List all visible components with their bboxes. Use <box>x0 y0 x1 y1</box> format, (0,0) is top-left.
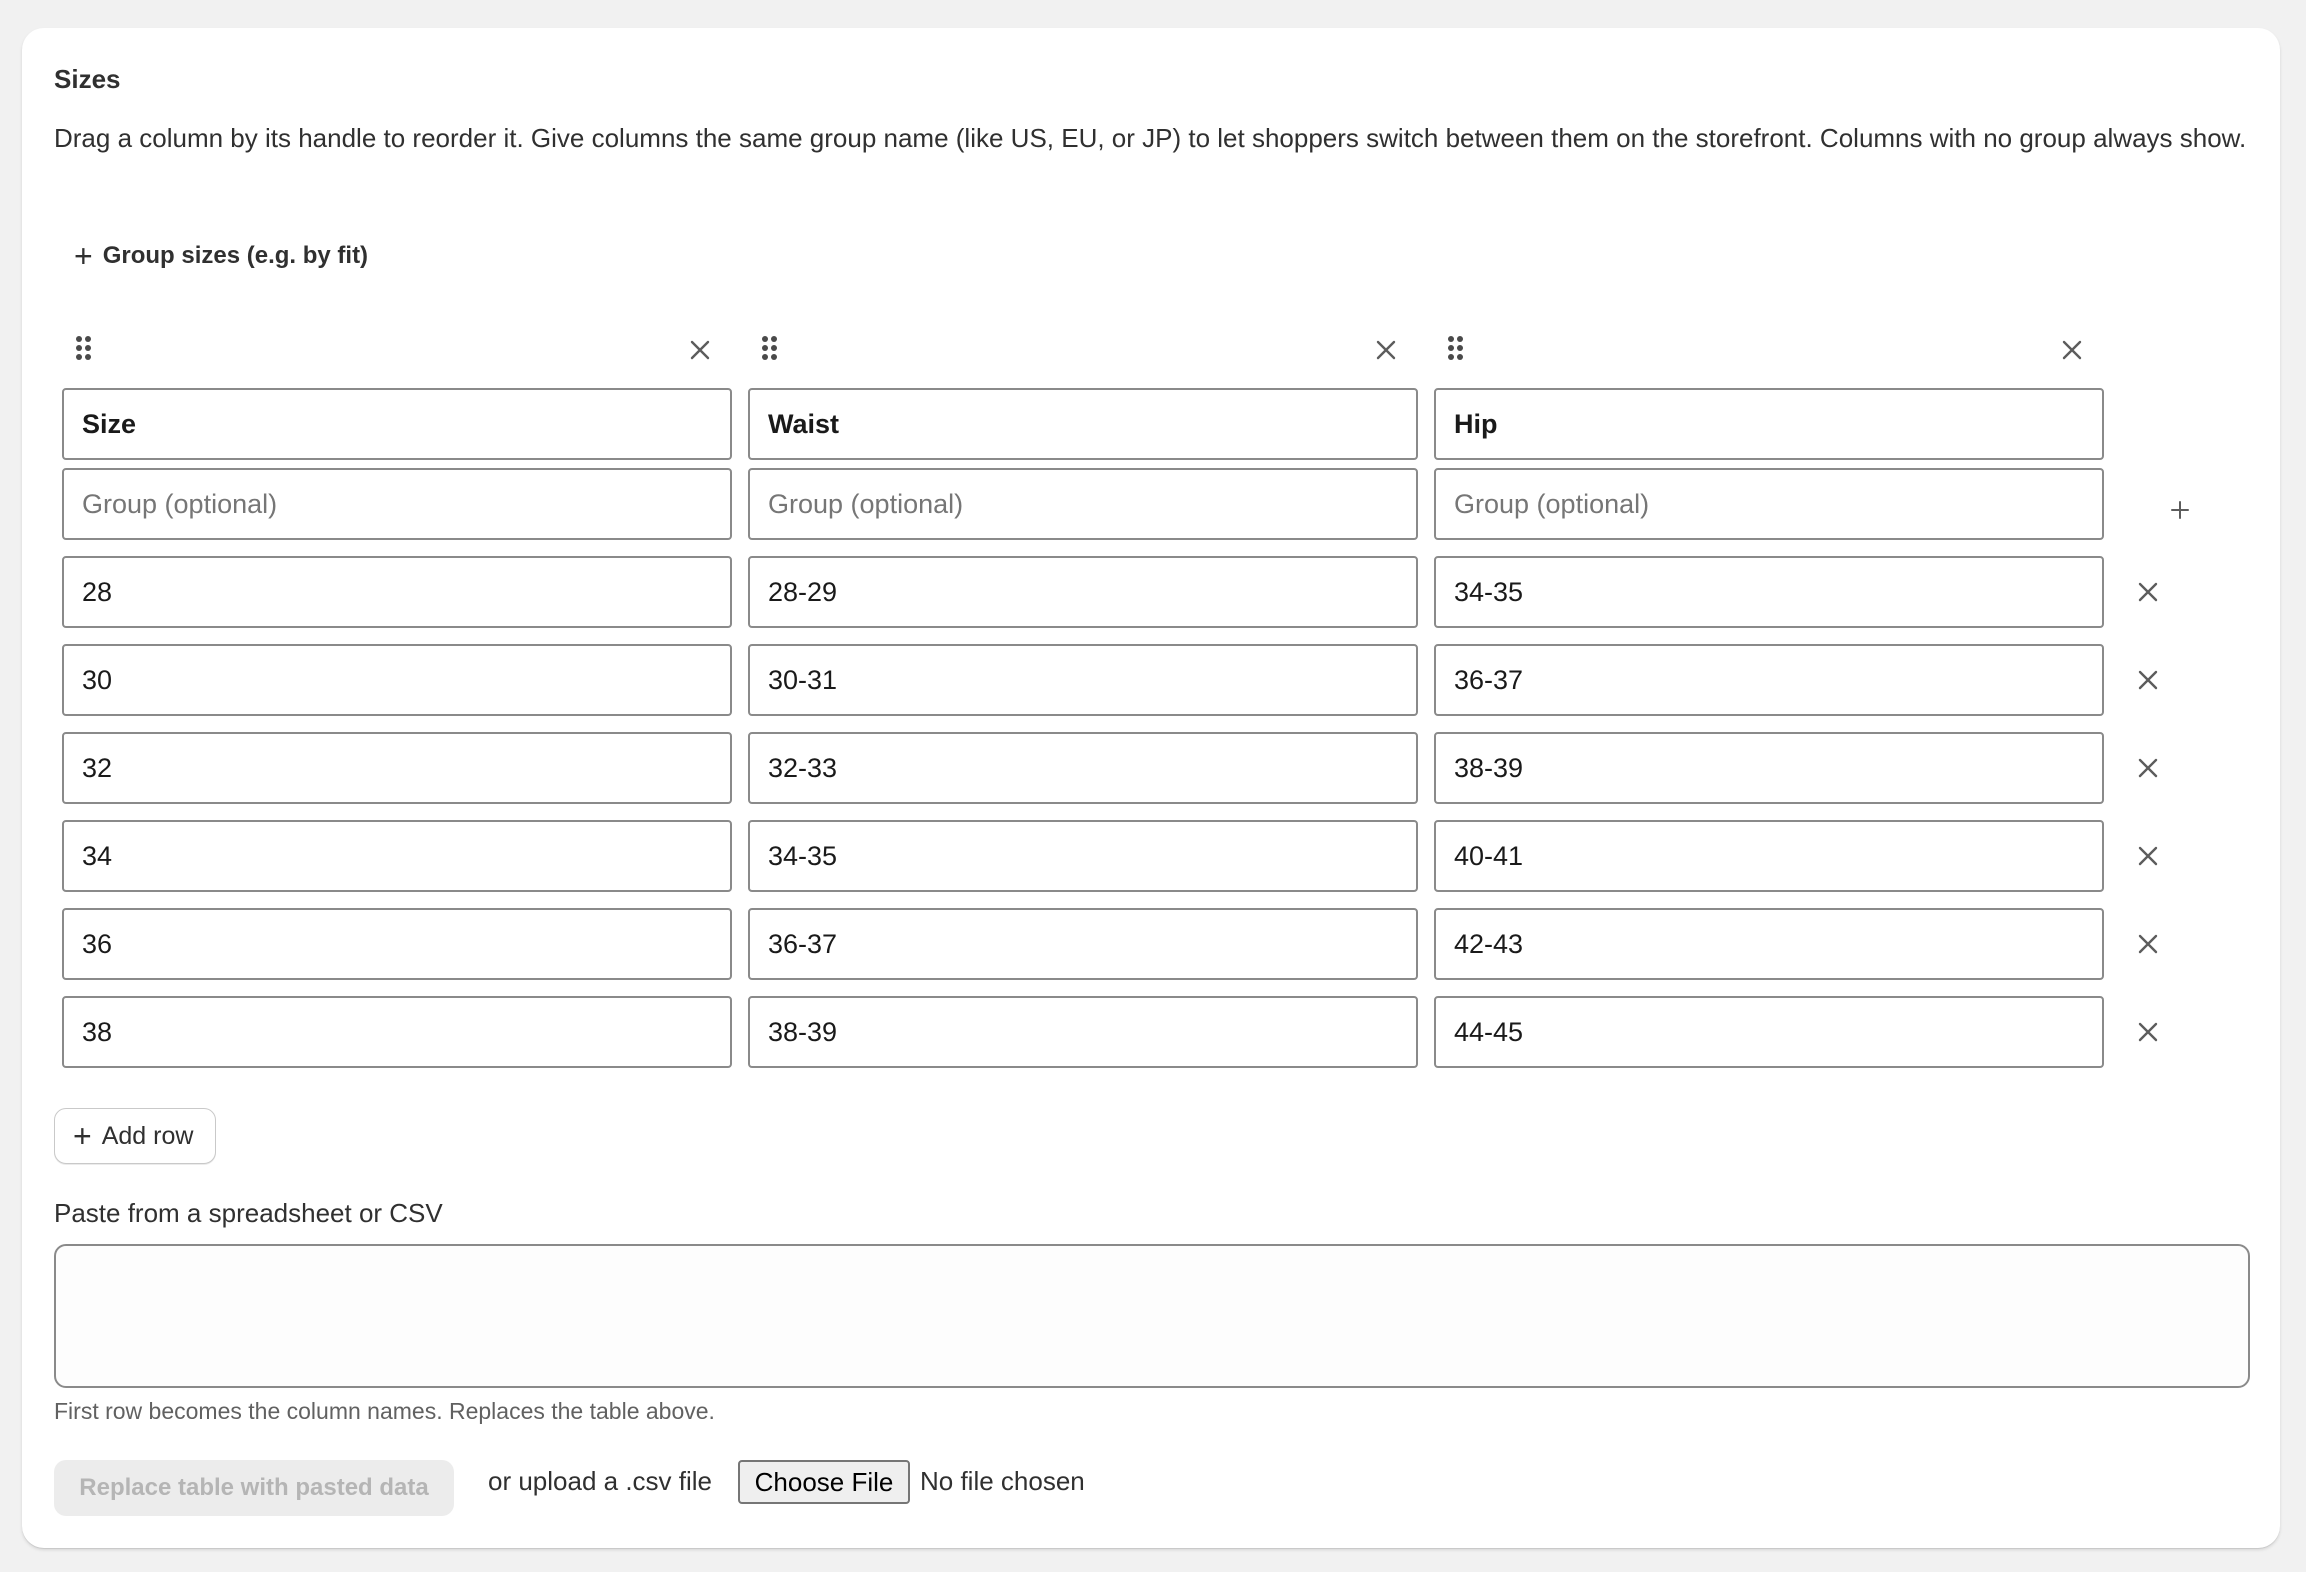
remove-row-button[interactable] <box>2130 662 2166 698</box>
size-cell-input[interactable] <box>62 644 732 716</box>
size-cell-input[interactable] <box>1434 556 2104 628</box>
close-icon <box>687 337 713 363</box>
drag-handle-icon[interactable] <box>762 336 778 362</box>
upload-label: or upload a .csv file <box>488 1466 713 1496</box>
column-group-input[interactable] <box>748 468 1418 540</box>
close-icon <box>2059 337 2085 363</box>
group-sizes-label: Group sizes (e.g. by fit) <box>102 242 369 269</box>
remove-row-button[interactable] <box>2130 926 2166 962</box>
paste-help-text: First row becomes the column names. Replaces the table above. <box>54 1398 715 1424</box>
drag-handle-icon[interactable] <box>76 336 92 362</box>
close-icon <box>1373 337 1399 363</box>
size-cell-input[interactable] <box>1434 820 2104 892</box>
replace-table-button[interactable]: Replace table with pasted data <box>54 1460 454 1516</box>
column-header-input[interactable] <box>748 388 1418 460</box>
choose-file-button[interactable]: Choose File <box>738 1460 910 1504</box>
remove-row-button[interactable] <box>2130 1014 2166 1050</box>
remove-row-button[interactable] <box>2130 574 2166 610</box>
size-cell-input[interactable] <box>748 732 1418 804</box>
no-file-chosen-text: No file chosen <box>920 1466 1085 1496</box>
remove-row-button[interactable] <box>2130 838 2166 874</box>
close-icon <box>2135 667 2161 693</box>
add-row-label: Add row <box>101 1121 194 1150</box>
close-icon <box>2135 755 2161 781</box>
paste-label: Paste from a spreadsheet or CSV <box>54 1198 443 1228</box>
remove-row-button[interactable] <box>2130 750 2166 786</box>
column-group-input[interactable] <box>1434 468 2104 540</box>
column-group-input[interactable] <box>62 468 732 540</box>
section-title: Sizes <box>54 64 121 94</box>
remove-column-button[interactable] <box>1368 332 1404 368</box>
size-cell-input[interactable] <box>1434 732 2104 804</box>
size-cell-input[interactable] <box>1434 908 2104 980</box>
plus-icon <box>2168 498 2192 522</box>
add-row-button[interactable] <box>54 1108 216 1164</box>
plus-icon: + <box>73 1118 92 1154</box>
column-controls <box>1434 332 2104 372</box>
remove-column-button[interactable] <box>2054 332 2090 368</box>
size-cell-input[interactable] <box>748 556 1418 628</box>
size-cell-input[interactable] <box>748 820 1418 892</box>
size-cell-input[interactable] <box>748 908 1418 980</box>
size-cell-input[interactable] <box>62 732 732 804</box>
close-icon <box>2135 1019 2161 1045</box>
size-cell-input[interactable] <box>748 644 1418 716</box>
drag-handle-icon[interactable] <box>1448 336 1464 362</box>
column-header-input[interactable] <box>62 388 732 460</box>
size-cell-input[interactable] <box>748 996 1418 1068</box>
close-icon <box>2135 843 2161 869</box>
section-description: Drag a column by its handle to reorder it. Give columns the same group name (like US, EU, or JP) to let shoppers switch between them on the storefront. Columns with no group always show. <box>54 123 2247 153</box>
size-cell-input[interactable] <box>62 908 732 980</box>
size-cell-input[interactable] <box>62 996 732 1068</box>
size-cell-input[interactable] <box>1434 644 2104 716</box>
remove-column-button[interactable] <box>682 332 718 368</box>
close-icon <box>2135 579 2161 605</box>
add-column-button[interactable] <box>2162 492 2198 528</box>
size-cell-input[interactable] <box>1434 996 2104 1068</box>
plus-icon: + <box>74 238 93 274</box>
column-header-input[interactable] <box>1434 388 2104 460</box>
column-controls <box>62 332 732 372</box>
paste-textarea[interactable] <box>54 1244 2250 1388</box>
column-controls <box>748 332 1418 372</box>
size-cell-input[interactable] <box>62 556 732 628</box>
close-icon <box>2135 931 2161 957</box>
size-cell-input[interactable] <box>62 820 732 892</box>
group-sizes-button[interactable] <box>54 232 388 280</box>
